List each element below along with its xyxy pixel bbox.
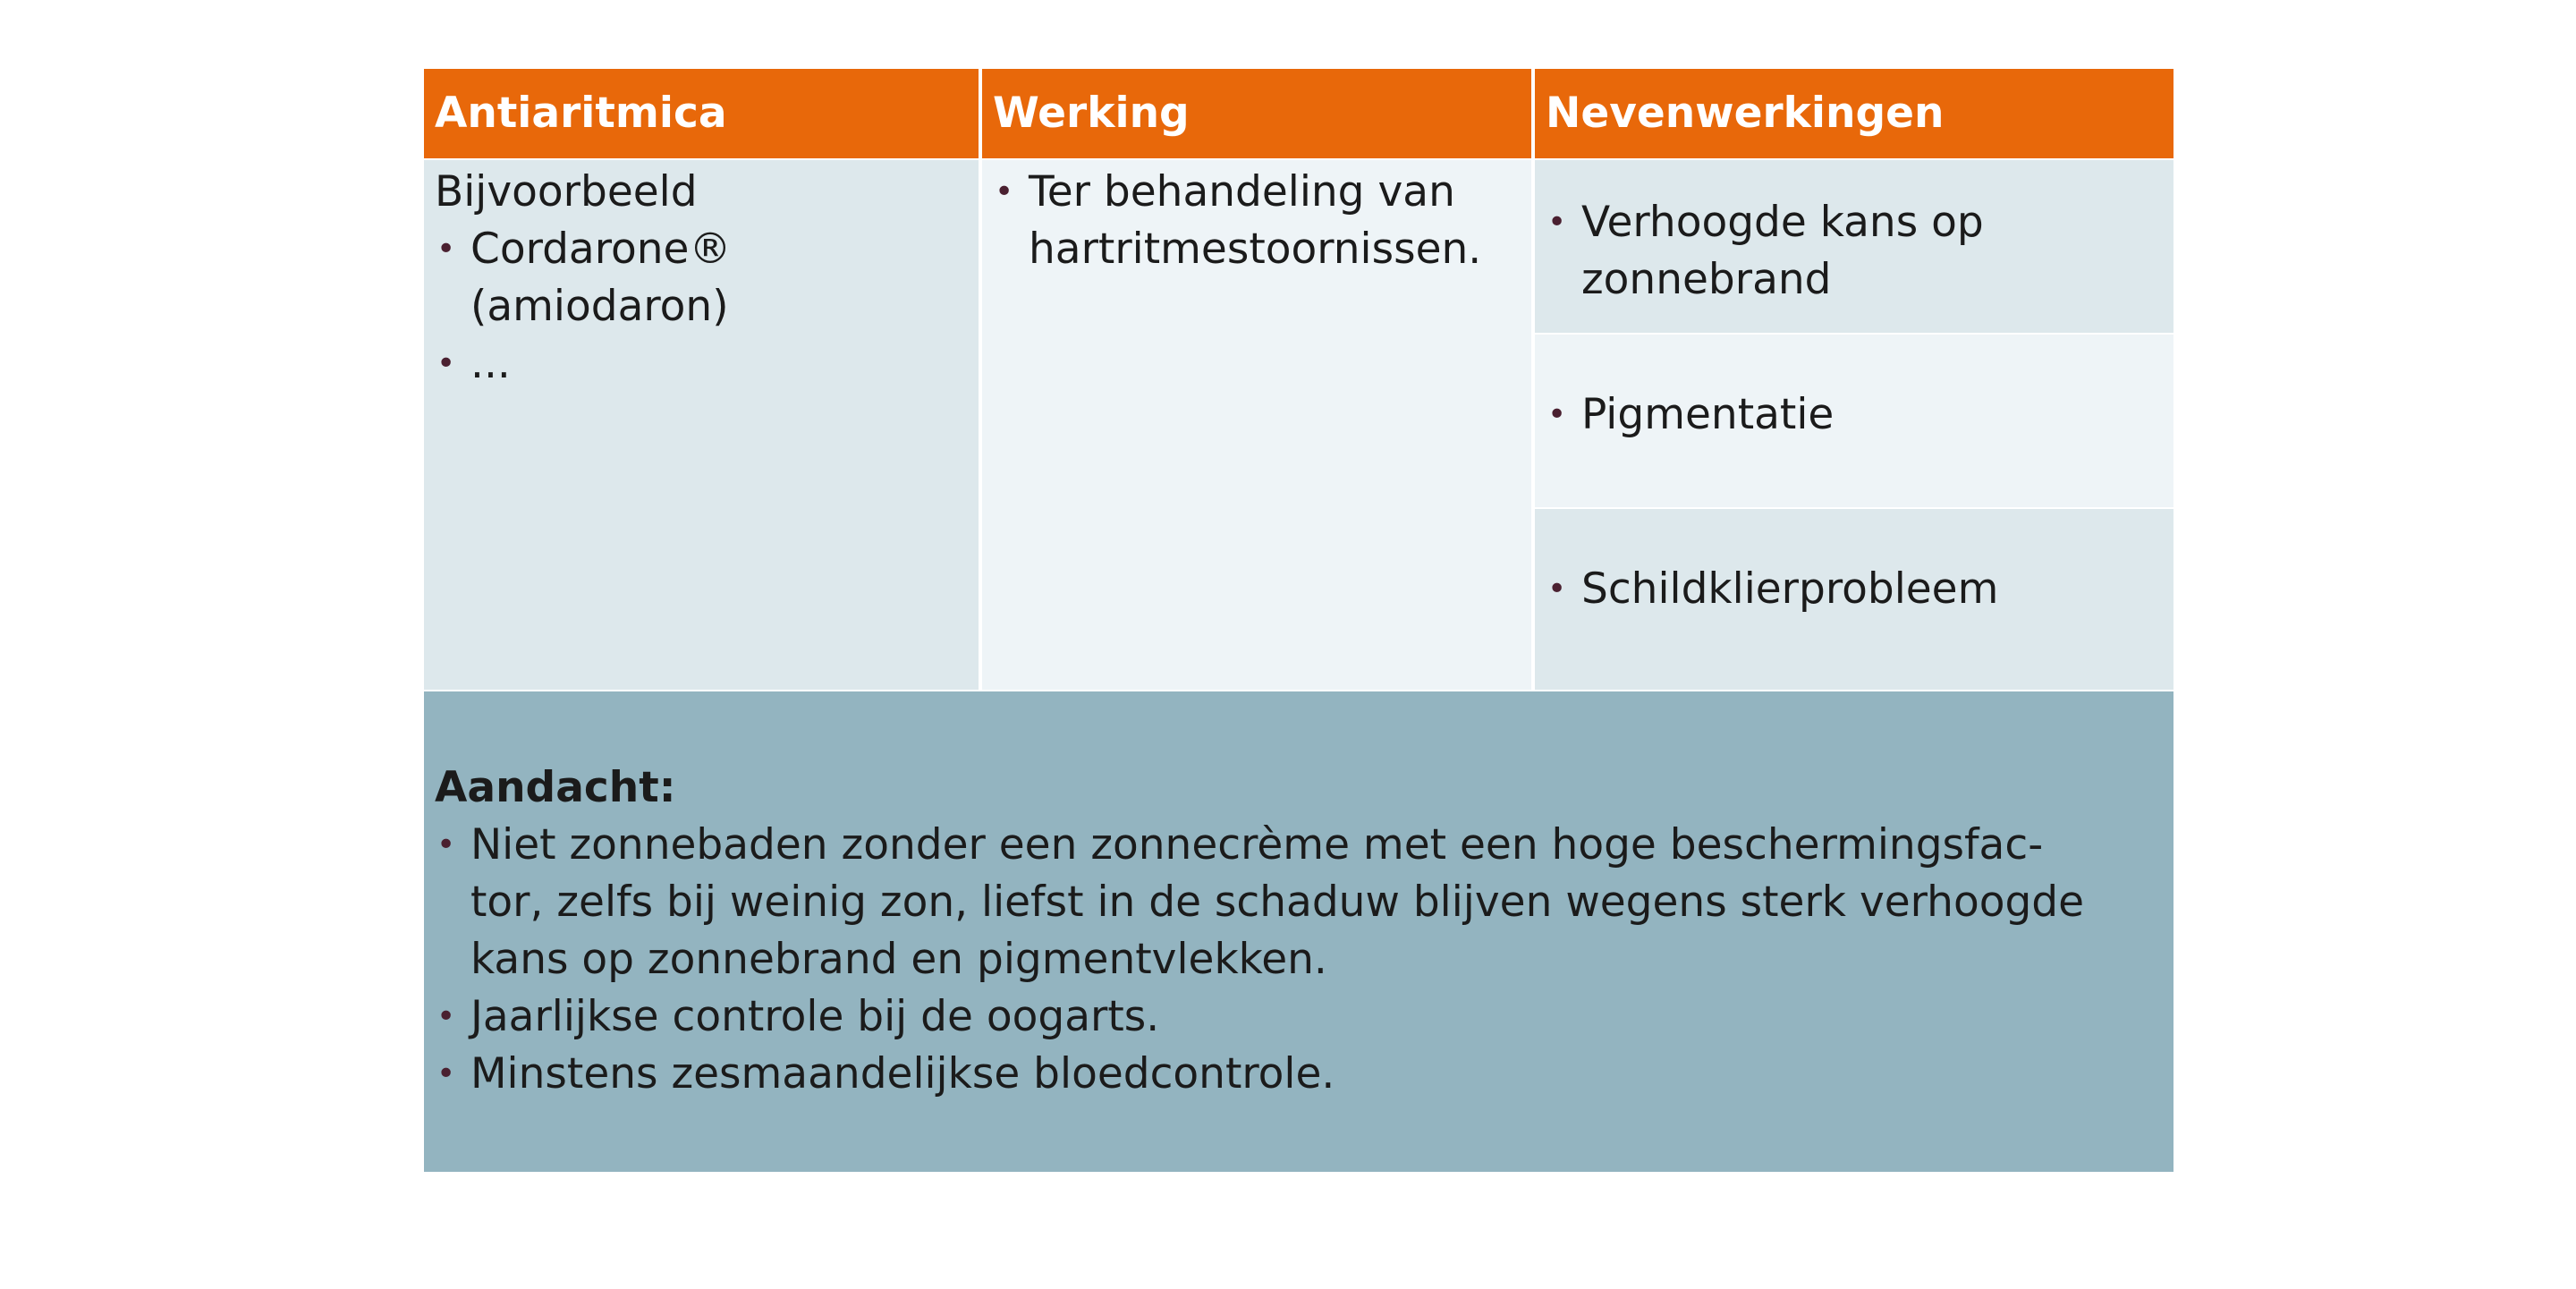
- list-item-line: Verhoogde kans op: [1581, 198, 1984, 247]
- example-list: [435, 221, 979, 393]
- attention-list: [435, 817, 2174, 1103]
- header-nevenwerkingen: Nevenwerkingen: [1535, 69, 2174, 158]
- list-item-line: ...: [470, 339, 511, 388]
- list-item: [1546, 561, 2174, 618]
- nevenwerking-list: [1546, 194, 2174, 309]
- list-item-line: tor, zelfs bij weinig zon, liefst in de schaduw blijven wegens sterk verhoogde: [470, 878, 2085, 927]
- list-item: [435, 988, 2174, 1046]
- cell-nevenwerking-2: [1535, 335, 2174, 507]
- list-item-line: Ter behandeling van: [1029, 167, 1455, 216]
- bullet-icon: •: [436, 1056, 456, 1092]
- list-item-line: Schildklierprobleem: [1581, 564, 1999, 614]
- list-item: [435, 817, 2174, 988]
- nevenwerking-list: [1546, 386, 2174, 444]
- header-antiaritmica: Antiaritmica: [424, 69, 979, 158]
- list-item-line: kans op zonnebrand en pigmentvlekken.: [470, 935, 1327, 984]
- list-item-line: Minstens zesmaandelijkse bloedcontrole.: [470, 1049, 1335, 1098]
- list-item-line: Jaarlijkse controle bij de oogarts.: [470, 992, 1160, 1041]
- attention-title: Aandacht:: [435, 763, 676, 812]
- bullet-icon: •: [995, 174, 1014, 210]
- list-item: [435, 335, 979, 393]
- cell-nevenwerking-3: [1535, 509, 2174, 690]
- list-item-line: zonnebrand: [1581, 255, 1832, 304]
- bullet-icon: •: [436, 998, 456, 1035]
- cell-antiaritmica: [424, 160, 979, 690]
- list-item: [1546, 194, 2174, 309]
- bullet-icon: •: [436, 827, 456, 863]
- nevenwerking-list: [1546, 561, 2174, 618]
- bullet-icon: •: [436, 231, 456, 267]
- list-item-line: (amiodaron): [470, 282, 729, 331]
- list-item: [435, 221, 979, 335]
- werking-list: [993, 164, 1531, 278]
- medication-table: [424, 69, 2174, 1172]
- list-item: [1546, 386, 2174, 444]
- cell-nevenwerking-1: [1535, 160, 2174, 333]
- bullet-icon: •: [1547, 396, 1567, 433]
- bullet-icon: •: [1547, 204, 1567, 241]
- cell-intro: Bijvoorbeeld: [435, 167, 698, 216]
- attention-panel: [424, 691, 2174, 1172]
- cell-werking: [982, 160, 1531, 690]
- bullet-icon: •: [436, 345, 456, 382]
- list-item: [435, 1046, 2174, 1103]
- header-werking: Werking: [982, 69, 1531, 158]
- list-item-line: Cordarone®: [470, 225, 732, 274]
- bullet-icon: •: [1547, 571, 1567, 607]
- list-item-line: Pigmentatie: [1581, 390, 1835, 439]
- list-item-line: Niet zonnebaden zonder een zonnecrème met een hoge beschermingsfac-: [470, 820, 2044, 869]
- list-item: [993, 164, 1531, 278]
- list-item-line: hartritmestoornissen.: [1029, 225, 1482, 274]
